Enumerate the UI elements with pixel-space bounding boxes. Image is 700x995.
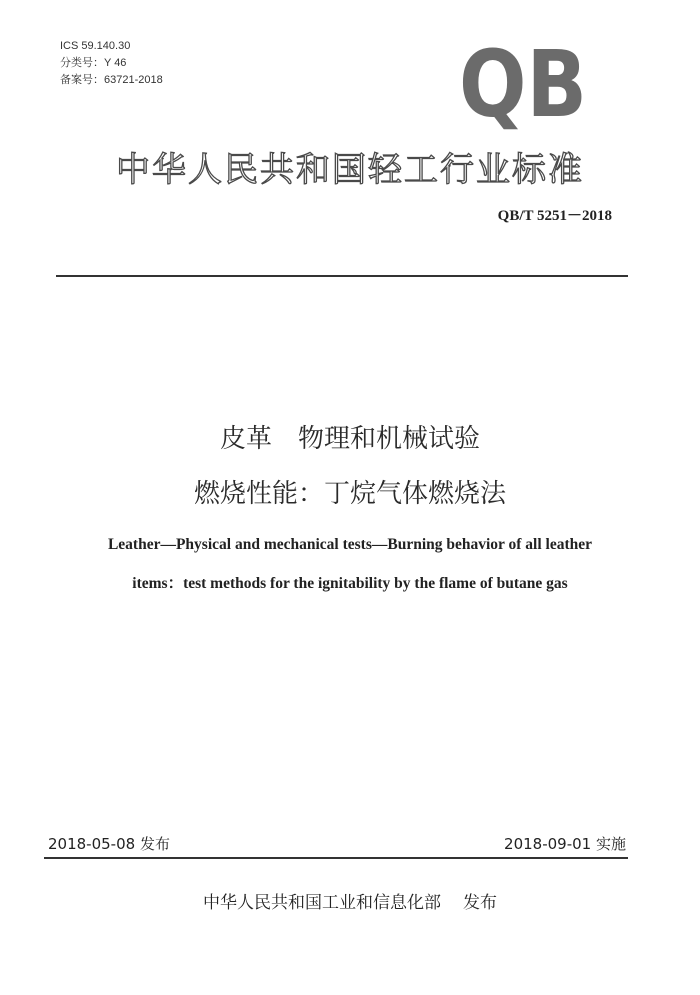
chinese-title-main: 皮革 <box>219 424 272 454</box>
issuer-action: 发布 <box>463 893 497 913</box>
chinese-title-line2: 燃烧性能：丁烷气体燃烧法 <box>193 479 506 509</box>
chinese-title-line1 <box>0 418 700 455</box>
ics-code: ICS 59.140.30 <box>60 40 131 52</box>
record-number: 备案号：63721-2018 <box>60 74 163 86</box>
english-title-line2: items：test methods for the ignitability by the flame of butane gas <box>132 575 568 592</box>
issuing-authority <box>0 888 700 913</box>
qb-logo <box>458 31 588 138</box>
classification-number: 分类号：Y 46 <box>60 57 127 69</box>
issue-date: 2018-05-08 发布 <box>48 835 170 853</box>
standard-code: QB/T 5251－2018 <box>497 208 612 224</box>
document-meta <box>60 38 163 89</box>
chinese-title-sub: 物理和机械试验 <box>298 424 481 454</box>
issuer-name: 中华人民共和国工业和信息化部 <box>203 893 441 913</box>
effective-date: 2018-09-01 实施 <box>504 835 626 853</box>
header-divider <box>56 275 628 277</box>
english-title-line1: Leather—Physical and mechanical tests—Burning behavior of all leather <box>107 536 593 553</box>
footer-divider <box>44 857 628 859</box>
qb-logo-text: QB <box>459 31 587 138</box>
standard-category-title: 中华人民共和国轻工行业标准 <box>116 150 584 190</box>
